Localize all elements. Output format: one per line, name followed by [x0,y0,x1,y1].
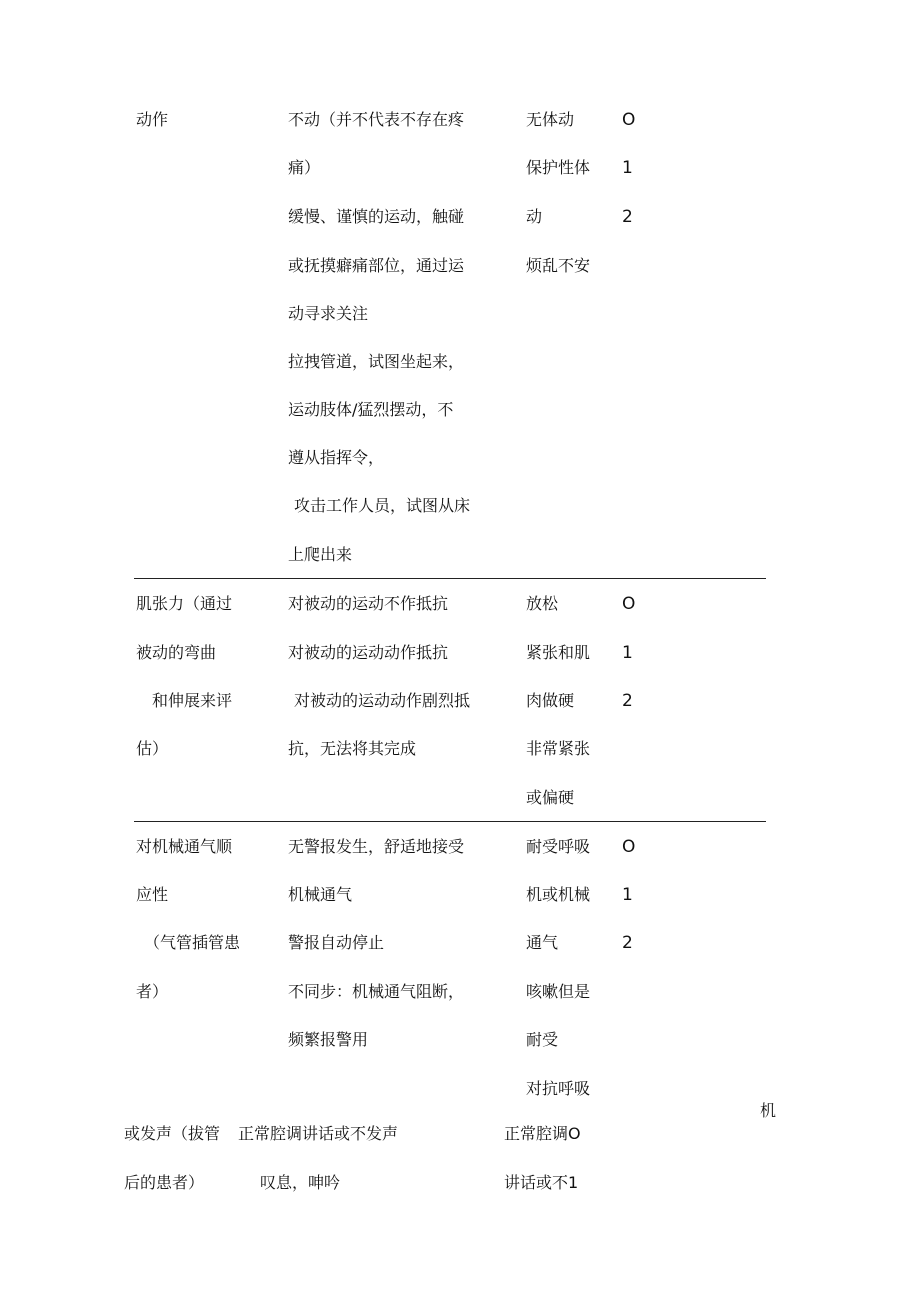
state-score-line: 正常腔调O [504,1124,581,1143]
category-text: 对机械通气顺 [136,837,233,856]
category-text: 者） [136,982,169,1001]
category-text: 动作 [136,110,169,129]
state-line: 机或机械 [526,885,591,904]
state-line: 非常紧张 [526,739,591,758]
description-line: 动寻求关注 [288,304,369,323]
row-divider [134,578,766,579]
state-line: 放松 [526,594,559,613]
state-line: 无体动 [526,110,575,129]
row-divider [134,821,766,822]
description-line: 不同步：机械通气阻断， [288,982,465,1001]
description-line: 对被动的运动动作剧烈抵 [294,691,471,710]
category-text: 后的患者） [124,1173,205,1192]
description-line: 对被动的运动动作抵抗 [288,643,449,662]
description-line: 警报自动停止 [288,933,385,952]
score-value: 2 [622,207,633,227]
description-line: 或抚摸癖痛部位，通过运 [288,256,465,275]
state-line: 咳嗽但是 [526,982,591,1001]
state-score-line: 讲话或不1 [504,1173,579,1192]
score-value: O [622,110,636,130]
description-line: 机械通气 [288,885,353,904]
category-text: 被动的弯曲 [136,643,217,662]
description-line: 抗，无法将其完成 [288,739,417,758]
category-text: 和伸展来评 [152,691,233,710]
category-text: （气管插管患 [144,933,241,952]
state-line: 紧张和肌 [526,643,591,662]
score-value: 1 [622,643,633,663]
score-value: 2 [622,933,633,953]
description-line: 痛） [288,158,321,177]
description-line: 缓慢、谨慎的运动，触碰 [288,207,465,226]
state-line: 保护性体 [526,158,591,177]
description-line: 遵从指挥令， [288,448,385,467]
description-line: 叹息，呻吟 [260,1173,341,1192]
description-line: 频繁报警用 [288,1030,369,1049]
category-text: 应性 [136,885,169,904]
score-value: 2 [622,691,633,711]
state-line: 耐受呼吸 [526,837,591,856]
category-text: 或发声（拔管 [124,1124,221,1143]
state-line: 耐受 [526,1030,559,1049]
state-line: 肉做硬 [526,691,575,710]
score-value: 1 [622,885,633,905]
category-text: 肌张力（通过 [136,594,233,613]
state-line: 或偏硬 [526,788,575,807]
state-line: 对抗呼吸 [526,1079,591,1098]
description-line: 不动（并不代表不存在疼 [288,110,465,129]
score-value: O [622,837,636,857]
score-value: O [622,594,636,614]
state-line: 烦乱不安 [526,256,591,275]
score-value: 1 [622,158,633,178]
description-line: 无警报发生，舒适地接受 [288,837,465,856]
description-line: 运动肢体/猛烈摆动，不 [288,400,454,419]
stray-character: 机 [760,1101,777,1120]
description-line: 正常腔调讲话或不发声 [238,1124,399,1143]
state-line: 动 [526,207,543,226]
state-line: 通气 [526,933,559,952]
description-line: 攻击工作人员，试图从床 [294,496,471,515]
description-line: 上爬出来 [288,545,353,564]
description-line: 对被动的运动不作抵抗 [288,594,449,613]
category-text: 估） [136,739,169,758]
description-line: 拉拽管道，试图坐起来， [288,352,465,371]
